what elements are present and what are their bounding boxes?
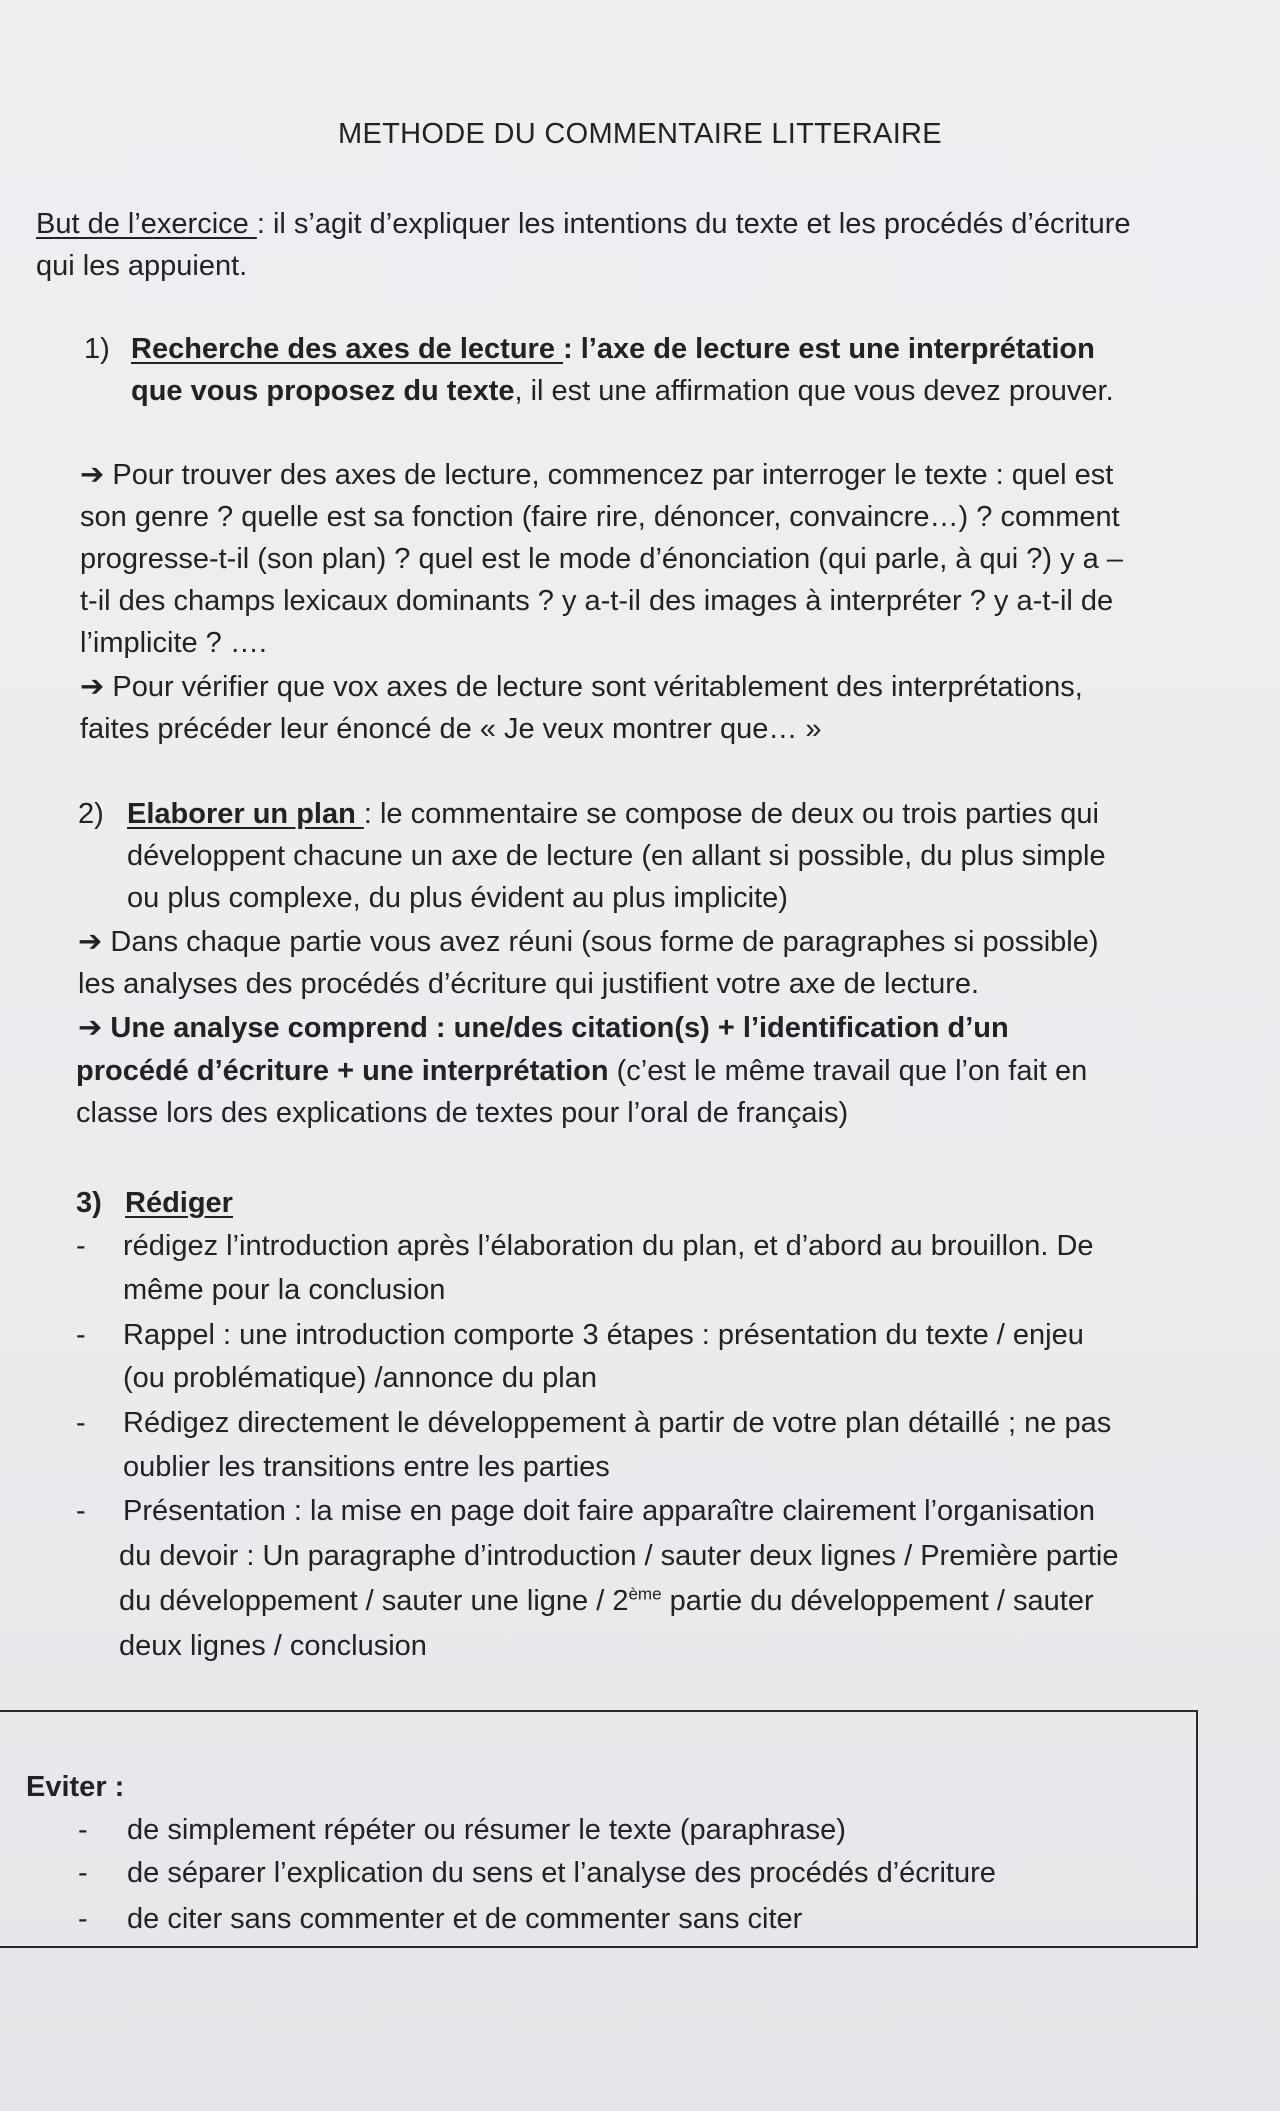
section3-dash: -: [76, 1495, 86, 1527]
section2-tip1-line-2: les analyses des procédés d’écriture qui justifient votre axe de lecture.: [78, 968, 980, 1000]
section2-line-1: Elaborer un plan : le commentaire se compose de deux ou trois parties qui: [127, 798, 1099, 830]
arrow-icon: ➔: [80, 671, 105, 703]
arrow-icon: ➔: [80, 459, 105, 491]
document-title: METHODE DU COMMENTAIRE LITTERAIRE: [338, 118, 942, 150]
intro-label: But de l’exercice: [36, 208, 257, 240]
section1-heading: Recherche des axes de lecture: [131, 333, 564, 365]
section1-number: 1): [84, 333, 110, 365]
section2-heading: Elaborer un plan: [127, 798, 364, 830]
intro-line-1: [36, 203, 1131, 245]
section3-item-2-line-2: (ou problématique) /annonce du plan: [123, 1362, 597, 1394]
section3-item-1-line-2: même pour la conclusion: [123, 1274, 446, 1306]
section1-tip1-line-1: ➔ Pour trouver des axes de lecture, commencez par interroger le texte : quel est: [80, 459, 1114, 491]
avoid-heading: Eviter :: [26, 1771, 125, 1803]
intro-line-2: qui les appuient.: [36, 250, 248, 282]
section3-dash: -: [76, 1230, 86, 1262]
avoid-dash: -: [78, 1903, 88, 1935]
section3-item-4-line-1: Présentation : la mise en page doit faire apparaître clairement l’organisation: [123, 1495, 1096, 1527]
section1-line-2: [131, 370, 1114, 412]
avoid-item-3: de citer sans commenter et de commenter sans citer: [127, 1903, 803, 1935]
section1-tip2-line-2: faites précéder leur énoncé de « Je veux montrer que… »: [80, 713, 822, 745]
section3-item-4-line-3: du développement / sauter une ligne / 2ème partie du développement / sauter: [119, 1584, 1094, 1617]
section3-number: 3): [76, 1187, 102, 1219]
avoid-dash: -: [78, 1814, 88, 1846]
section3-item-3-line-2: oublier les transitions entre les parties: [123, 1451, 610, 1483]
section1-line-1: [131, 328, 1095, 370]
section2-tip2-line-3: classe lors des explications de textes pour l’oral de français): [76, 1097, 849, 1129]
avoid-item-1: de simplement répéter ou résumer le texte (paraphrase): [127, 1814, 846, 1846]
section2-tip2-line-2: procédé d’écriture + une interprétation (c’est le même travail que l’on fait en: [76, 1055, 1088, 1087]
section1-tip2-line-1: ➔ Pour vérifier que vox axes de lecture sont véritablement des interprétations,: [80, 671, 1083, 703]
avoid-item-2: de séparer l’explication du sens et l’analyse des procédés d’écriture: [127, 1857, 996, 1889]
arrow-icon: ➔: [78, 926, 103, 958]
section2-tip2-line-1: ➔ Une analyse comprend : une/des citation(s) + l’identification d’un: [78, 1012, 1009, 1044]
section2-line-2: développent chacune un axe de lecture (en allant si possible, du plus simple: [127, 840, 1106, 872]
section3-dash: -: [76, 1407, 86, 1439]
section1-tip1-line-4: t-il des champs lexicaux dominants ? y a-t-il des images à interpréter ? y a-t-il de: [80, 585, 1114, 617]
section2-tip1-line-1: ➔ Dans chaque partie vous avez réuni (sous forme de paragraphes si possible): [78, 926, 1099, 958]
section3-item-3-line-1: Rédigez directement le développement à partir de votre plan détaillé ; ne pas: [123, 1407, 1112, 1439]
avoid-dash: -: [78, 1857, 88, 1889]
section3-heading: Rédiger: [125, 1187, 233, 1219]
section1-rest-2: , il est une affirmation que vous devez prouver.: [514, 375, 1114, 407]
section2-line-3: ou plus complexe, du plus évident au plus implicite): [127, 882, 788, 914]
section1-bold-1: : l’axe de lecture est une interprétation: [563, 333, 1095, 365]
section1-tip1-line-2: son genre ? quelle est sa fonction (faire rire, dénoncer, convaincre…) ? comment: [80, 501, 1120, 533]
intro-text-1: : il s’agit d’expliquer les intentions du texte et les procédés d’écriture: [256, 208, 1131, 240]
section3-dash: -: [76, 1319, 86, 1351]
section1-tip1-line-5: l’implicite ? ….: [80, 627, 267, 659]
section3-item-4-line-4: deux lignes / conclusion: [119, 1630, 427, 1662]
section3-item-2-line-1: Rappel : une introduction comporte 3 étapes : présentation du texte / enjeu: [123, 1319, 1084, 1351]
section3-item-4-line-2: du devoir : Un paragraphe d’introduction / sauter deux lignes / Première partie: [119, 1540, 1119, 1572]
section3-item-1-line-1: rédigez l’introduction après l’élaboration du plan, et d’abord au brouillon. De: [123, 1230, 1094, 1262]
section1-bold-2: que vous proposez du texte: [131, 375, 515, 407]
section2-number: 2): [78, 798, 104, 830]
section1-tip1-line-3: progresse-t-il (son plan) ? quel est le mode d’énonciation (qui parle, à qui ?) y a –: [80, 543, 1123, 575]
arrow-icon: ➔: [78, 1012, 103, 1044]
